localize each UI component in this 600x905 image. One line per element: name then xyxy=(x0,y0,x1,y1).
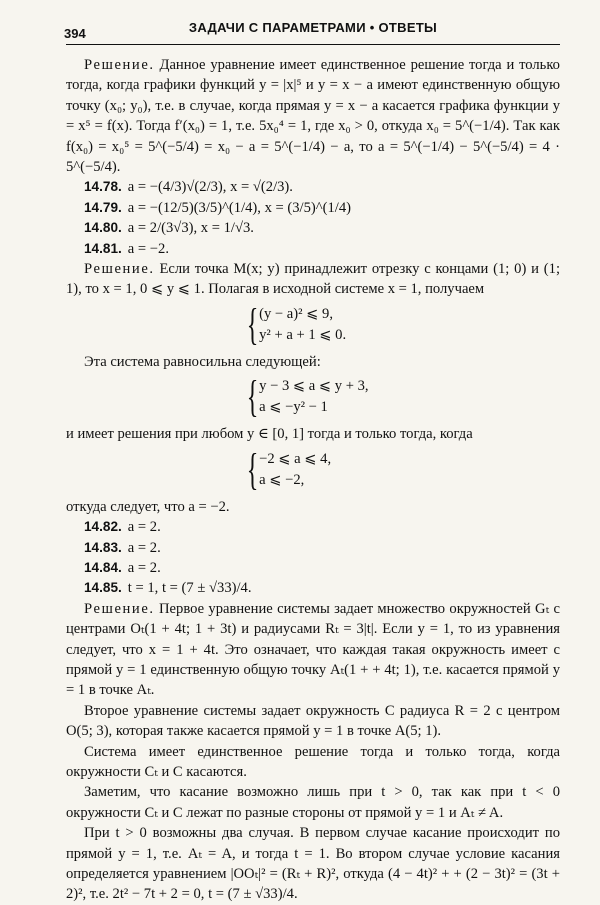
system-line: (y − a)² ⩽ 9, xyxy=(259,305,333,322)
answers-block-top xyxy=(66,177,560,259)
answers-block-mid xyxy=(66,517,560,599)
page-number: 394 xyxy=(64,26,86,41)
system-line: y² + a + 1 ⩽ 0. xyxy=(259,326,347,343)
brace-symbol: { xyxy=(246,444,259,494)
solution-text: Первое уравнение системы задает множество окружностей Gₜ с центрами Oₜ(1 + 4t; 1 + 3t) и радиусами Rₜ = 3|t|. Если y = 1, то из уравнения следует, что x = 1 + 4t. Это означает, что каждая такая окружность имеет с прямой y = 1 единственную общую точку Aₜ(1 + + 4t; 1), т.е. касается прямой y = 1 в точке Aₜ. xyxy=(66,600,560,699)
solution-keyword: Решение. xyxy=(84,600,155,617)
answer-item: 14.81. a = −2. xyxy=(84,240,169,257)
solution-text: и имеет решения при любом y ∈ [0, 1] тогда и только тогда, когда xyxy=(66,426,473,443)
solution-keyword: Решение. xyxy=(84,57,155,73)
solution-paragraph: Заметим, что касание возможно лишь при t > 0, так как при t < 0 окружности Cₜ и C лежат по разные стороны от прямой y = 1 и Aₜ ≠ A. xyxy=(66,784,560,821)
running-header xyxy=(66,20,560,45)
solution-paragraph xyxy=(66,55,560,177)
equation-system xyxy=(242,444,560,494)
solution-paragraph xyxy=(66,259,560,300)
equation-system xyxy=(242,299,560,349)
system-line: a ⩽ −y² − 1 xyxy=(259,399,328,416)
solution-paragraph: Система имеет единственное решение тогда и только тогда, когда окружности Cₜ и C касаются. xyxy=(66,743,560,780)
brace-symbol: { xyxy=(246,299,259,349)
answer-item: 14.85. t = 1, t = (7 ± √33)/4. xyxy=(84,580,252,597)
answer-item: 14.78. a = −(4/3)√(2/3), x = √(2/3). xyxy=(84,179,293,196)
answer-item: 14.83. a = 2. xyxy=(84,539,161,556)
solution-paragraph: Второе уравнение системы задает окружность C радиуса R = 2 с центром O(5; 3), которая также касается прямой y = 1 в точке A(5; 1). xyxy=(66,702,560,740)
solution-text: откуда следует, что a = −2. xyxy=(66,498,230,515)
answer-item: 14.82. a = 2. xyxy=(84,519,161,536)
system-line: y − 3 ⩽ a ⩽ y + 3, xyxy=(259,378,369,395)
solution-text: Данное уравнение имеет единственное решение тогда и только тогда, когда графики функций y = |x|⁵ и y = x − a имеют единственную общую точку (x₀; y₀), т.е. в случае, когда прямая y = x − a касается графика функции y = x⁵ = f(x). Тогда f′(x₀) = 1, т.е. 5x₀⁴ = 1, где x₀ > 0, откуда x₀ = 5^(−1/4). Так как f(x₀) = x₀⁵ = 5^(−5/4) = x₀ − a = 5^(−1/4) − a, то a = 5^(−1/4) − 5^(−5/4) = 4 · 5^(−5/4). xyxy=(66,57,560,176)
brace-symbol: { xyxy=(246,372,259,422)
answer-item: 14.84. a = 2. xyxy=(84,559,161,576)
solution-keyword: Решение. xyxy=(84,261,155,278)
equation-system xyxy=(242,372,560,422)
answer-item: 14.79. a = −(12/5)(3/5)^(1/4), x = (3/5)^(1/4) xyxy=(84,199,351,216)
system-line: a ⩽ −2, xyxy=(259,471,305,488)
solution-text: Эта система равносильна следующей: xyxy=(84,353,321,370)
solution-paragraph: При t > 0 возможны два случая. В первом случае касание происходит по прямой y = 1, т.е. Aₜ = A, и тогда t = 1. Во втором случае условие касания определяется уравнением |OOₜ|² = (Rₜ + R)², откуда (4 − 4t)² + + (2 − 3t)² = (3t + 2)², т.е. 2t² − 7t + 2 = 0, t = (7 ± √33)/4. xyxy=(66,825,560,903)
system-line: −2 ⩽ a ⩽ 4, xyxy=(259,450,332,467)
running-title: ЗАДАЧИ С ПАРАМЕТРАМИ • ОТВЕТЫ xyxy=(188,20,438,35)
solution-paragraph xyxy=(66,599,560,701)
solution-text: Если точка M(x; y) принадлежит отрезку с концами (1; 0) и (1; 1), то x = 1, 0 ⩽ y ⩽ 1. Полагая в исходной системе x = 1, получаем xyxy=(66,261,561,298)
answer-item: 14.80. a = 2/(3√3), x = 1/√3. xyxy=(84,220,254,237)
